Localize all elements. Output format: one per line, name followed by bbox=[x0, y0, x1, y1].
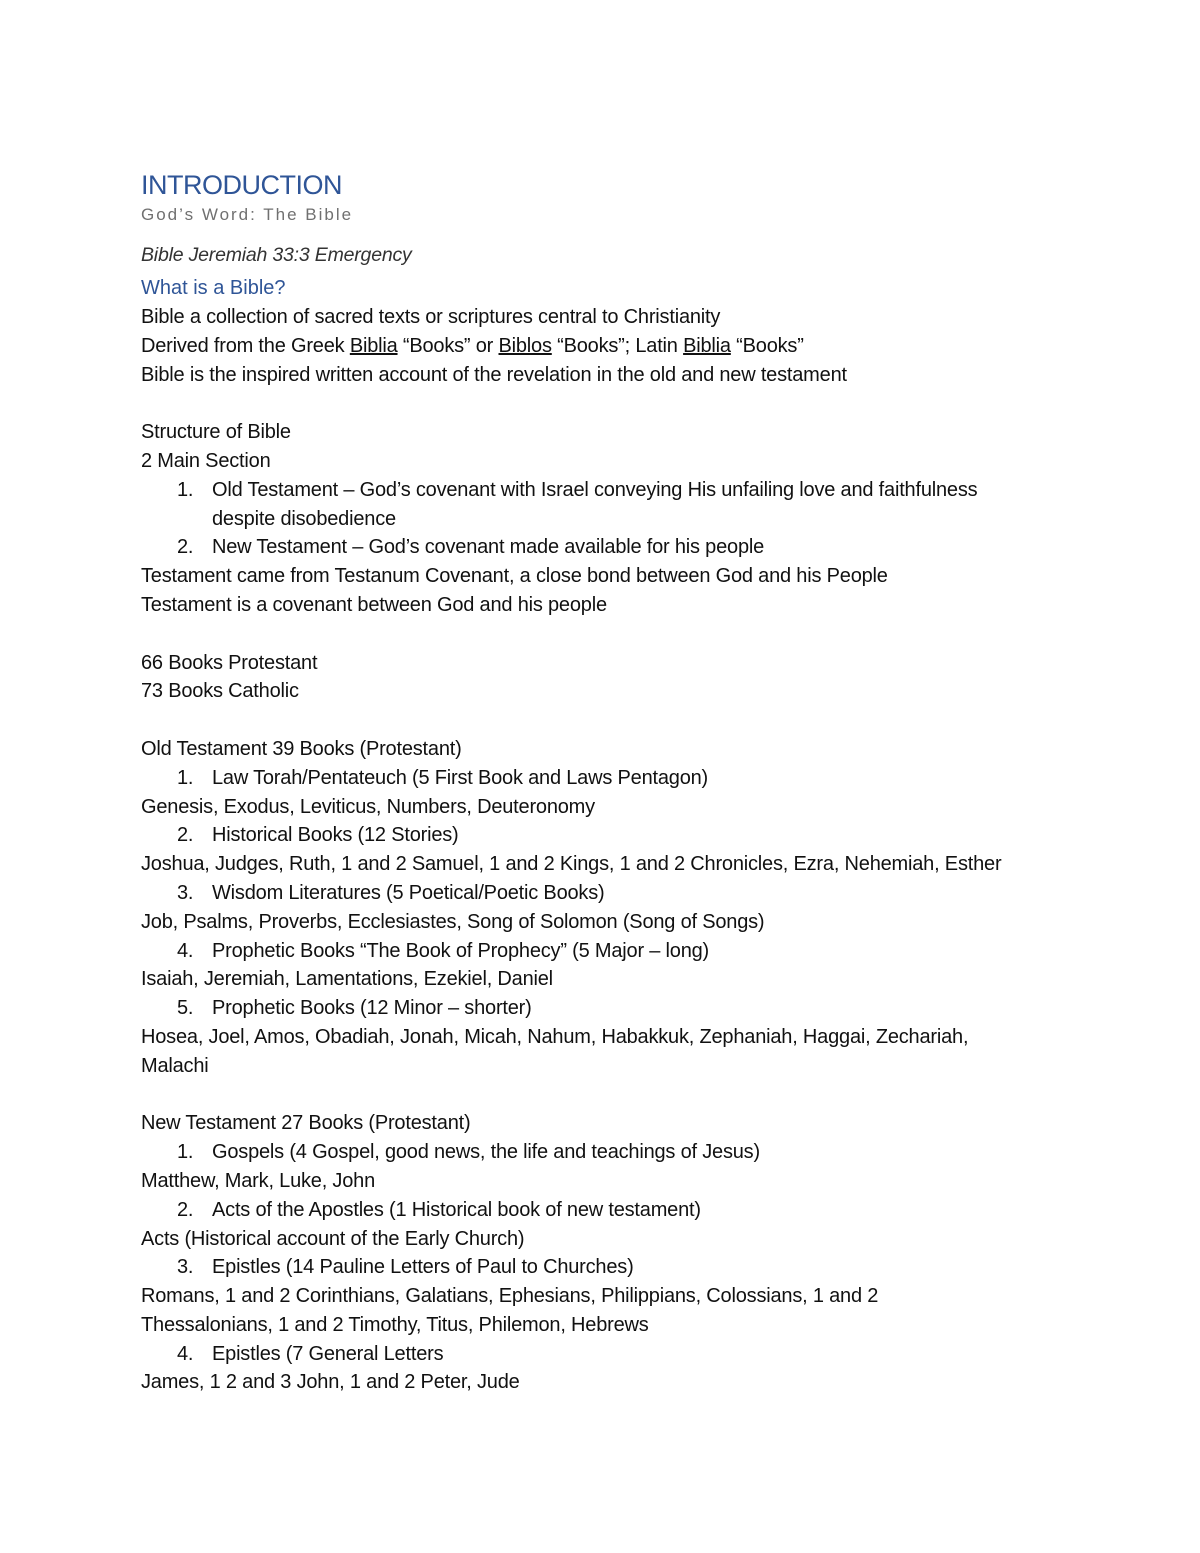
testament-note: Testament came from Testanum Covenant, a close bond between God and his People bbox=[141, 565, 888, 588]
book-list: Isaiah, Jeremiah, Lamentations, Ezekiel, Daniel bbox=[141, 968, 553, 991]
book-list: Acts (Historical account of the Early Church) bbox=[141, 1227, 525, 1250]
underlined-term: Biblos bbox=[498, 334, 552, 357]
list-item: 1. Old Testament – God’s covenant with Israel conveying His unfailing love and faithfulness bbox=[177, 478, 978, 501]
book-list: Job, Psalms, Proverbs, Ecclesiastes, Song of Solomon (Song of Songs) bbox=[141, 910, 765, 933]
list-item: 1. Law Torah/Pentateuch (5 First Book and Laws Pentagon) bbox=[177, 766, 709, 789]
book-list-continuation: Thessalonians, 1 and 2 Timothy, Titus, Philemon, Hebrews bbox=[141, 1313, 649, 1336]
etymology-line: Derived from the Greek Biblia “Books” or Biblos “Books”; Latin Biblia “Books” bbox=[141, 334, 804, 357]
book-list: Romans, 1 and 2 Corinthians, Galatians, Ephesians, Philippians, Colossians, 1 and 2 bbox=[141, 1285, 879, 1308]
book-list: Matthew, Mark, Luke, John bbox=[141, 1169, 376, 1192]
list-item: 2. Acts of the Apostles (1 Historical book of new testament) bbox=[177, 1198, 701, 1221]
list-item: 4. Epistles (7 General Letters bbox=[177, 1342, 444, 1365]
section-heading-what-is-bible: What is a Bible? bbox=[141, 277, 286, 299]
book-list-continuation: Malachi bbox=[141, 1054, 209, 1077]
list-item: 3. Wisdom Literatures (5 Poetical/Poetic Books) bbox=[177, 881, 605, 904]
list-item: 5. Prophetic Books (12 Minor – shorter) bbox=[177, 997, 532, 1020]
list-item-continuation: despite disobedience bbox=[212, 507, 396, 530]
document-title: INTRODUCTION bbox=[141, 170, 342, 200]
new-testament-title: New Testament 27 Books (Protestant) bbox=[141, 1112, 471, 1135]
old-testament-title: Old Testament 39 Books (Protestant) bbox=[141, 737, 462, 760]
book-list: Hosea, Joel, Amos, Obadiah, Jonah, Micah, Nahum, Habakkuk, Zephaniah, Haggai, Zechariah, bbox=[141, 1025, 969, 1048]
book-list: Joshua, Judges, Ruth, 1 and 2 Samuel, 1 and 2 Kings, 1 and 2 Chronicles, Ezra, Nehemiah, Esther bbox=[141, 853, 1002, 876]
book-list: James, 1 2 and 3 John, 1 and 2 Peter, Jude bbox=[141, 1371, 520, 1394]
definition-line: Bible a collection of sacred texts or scriptures central to Christianity bbox=[141, 306, 721, 328]
testament-note: Testament is a covenant between God and his people bbox=[141, 593, 607, 616]
book-list: Genesis, Exodus, Leviticus, Numbers, Deuteronomy bbox=[141, 795, 595, 818]
verse-reference: Bible Jeremiah 33:3 Emergency bbox=[141, 244, 412, 266]
list-item: 2. New Testament – God’s covenant made available for his people bbox=[177, 536, 765, 559]
book-count-protestant: 66 Books Protestant bbox=[141, 651, 318, 674]
list-item: 4. Prophetic Books “The Book of Prophecy” (5 Major – long) bbox=[177, 939, 710, 962]
underlined-term: Biblia bbox=[349, 334, 398, 357]
book-count-catholic: 73 Books Catholic bbox=[141, 680, 299, 703]
definition-line: Bible is the inspired written account of the revelation in the old and new testament bbox=[141, 363, 847, 386]
document-body bbox=[141, 168, 1091, 1397]
underlined-term: Biblia bbox=[683, 334, 731, 357]
document-subtitle: God’s Word: The Bible bbox=[141, 205, 354, 224]
main-sections-label: 2 Main Section bbox=[141, 449, 271, 472]
structure-title: Structure of Bible bbox=[141, 421, 291, 444]
list-item: 3. Epistles (14 Pauline Letters of Paul to Churches) bbox=[177, 1256, 634, 1279]
list-item: 1. Gospels (4 Gospel, good news, the life and teachings of Jesus) bbox=[177, 1141, 760, 1164]
list-item: 2. Historical Books (12 Stories) bbox=[177, 824, 459, 847]
